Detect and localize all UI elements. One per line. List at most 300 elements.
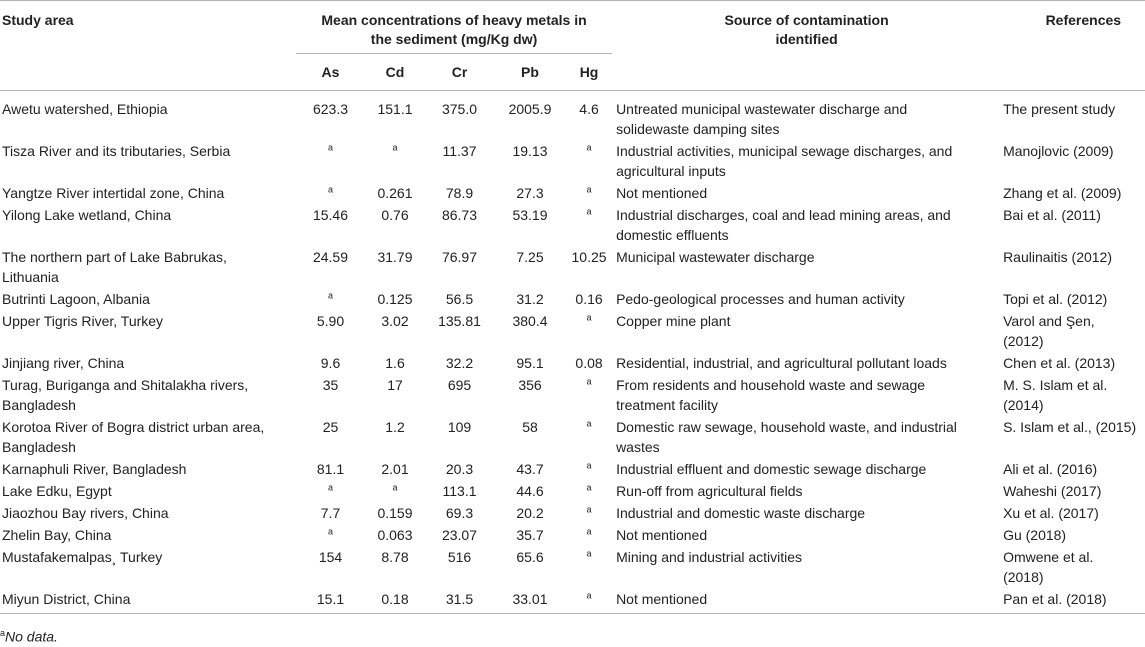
value-hg: 4.6 [579, 101, 599, 117]
cell-hg [566, 415, 612, 457]
reference-text: Pan et al. (2018) [1003, 591, 1107, 607]
value-cd: 0.159 [377, 505, 413, 521]
cell-cr [425, 587, 494, 614]
cell-source [612, 245, 1001, 287]
cell-cd [365, 351, 425, 373]
cell-as [296, 203, 365, 245]
cell-source [612, 501, 1001, 523]
cell-as [296, 523, 365, 545]
reference-text: Chen et al. (2013) [1003, 355, 1116, 371]
cell-reference [1001, 351, 1145, 373]
cell-hg [566, 373, 612, 415]
reference-text: Ali et al. (2016) [1003, 461, 1098, 477]
cell-source [612, 181, 1001, 203]
cell-cr [425, 91, 494, 140]
value-pb: 356 [518, 377, 542, 393]
cell-hg [566, 245, 612, 287]
source-text: treatment facility [616, 397, 718, 413]
table-row [0, 139, 1145, 181]
study-area-text: Bangladesh [2, 439, 76, 455]
value-pb: 53.19 [512, 207, 548, 223]
value-cr: 20.3 [445, 461, 474, 477]
value-cd: 0.063 [377, 527, 413, 543]
cell-cr [425, 203, 494, 245]
cell-reference [1001, 523, 1145, 545]
value-as: 5.90 [316, 313, 345, 329]
cell-cd [365, 415, 425, 457]
study-area-text: Zhelin Bay, China [2, 527, 112, 543]
cell-pb [494, 457, 566, 479]
reference-text: Manojlovic (2009) [1003, 143, 1114, 159]
cell-cd [365, 523, 425, 545]
study-area-text: Jinjiang river, China [2, 355, 125, 371]
cell-pb [494, 351, 566, 373]
cell-pb [494, 245, 566, 287]
no-data-marker: a [392, 482, 398, 493]
table-row [0, 351, 1145, 373]
study-area-text: Jiaozhou Bay rivers, China [2, 505, 169, 521]
cell-source [612, 351, 1001, 373]
cell-hg [566, 545, 612, 587]
value-cr: 56.5 [445, 291, 474, 307]
study-area-text: Turag, Buriganga and Shitalakha rivers, [2, 377, 249, 393]
value-cr: 135.81 [438, 313, 481, 329]
reference-text: (2018) [1003, 569, 1044, 585]
source-text: Domestic raw sewage, household waste, and industrial [616, 419, 957, 435]
cell-hg [566, 203, 612, 245]
source-text: Municipal wastewater discharge [616, 249, 815, 265]
no-data-marker: a [586, 312, 592, 323]
table-row [0, 309, 1145, 351]
cell-cr [425, 287, 494, 309]
cell-reference [1001, 287, 1145, 309]
no-data-marker: a [586, 184, 592, 195]
cell-source [612, 91, 1001, 140]
cell-source [612, 523, 1001, 545]
study-area-text: Yangtze River intertidal zone, China [2, 185, 225, 201]
source-text: From residents and household waste and sewage [616, 377, 926, 393]
value-cd: 0.76 [381, 207, 409, 223]
cell-hg [566, 457, 612, 479]
reference-text: Xu et al. (2017) [1003, 505, 1099, 521]
value-cd: 2.01 [381, 461, 409, 477]
value-cr: 113.1 [442, 483, 477, 499]
cell-reference [1001, 181, 1145, 203]
reference-text: The present study [1003, 101, 1116, 117]
source-text: solidewaste damping sites [616, 121, 780, 137]
cell-cd [365, 181, 425, 203]
cell-source [612, 373, 1001, 415]
value-as: 7.7 [320, 505, 341, 521]
cell-source [612, 415, 1001, 457]
value-pb: 44.6 [516, 483, 544, 499]
cell-reference [1001, 203, 1145, 245]
value-cd: 0.18 [381, 591, 409, 607]
cell-as [296, 245, 365, 287]
cell-cr [425, 501, 494, 523]
value-cd: 1.2 [385, 419, 405, 435]
header-metal-hg: Hg [566, 54, 612, 91]
cell-hg [566, 287, 612, 309]
reference-text: (2014) [1003, 397, 1044, 413]
value-pb: 380.4 [512, 313, 548, 329]
cell-source [612, 203, 1001, 245]
source-text: Not mentioned [616, 185, 708, 201]
value-pb: 7.25 [516, 249, 544, 265]
header-mean-line2: the sediment (mg/Kg dw) [370, 31, 538, 47]
cell-cd [365, 373, 425, 415]
table-footnote [0, 624, 58, 646]
reference-text: Waheshi (2017) [1003, 483, 1102, 499]
cell-reference [1001, 309, 1145, 351]
study-area-text: Yilong Lake wetland, China [2, 207, 172, 223]
cell-study-area [0, 479, 296, 501]
source-text: wastes [616, 439, 660, 455]
cell-study-area [0, 501, 296, 523]
cell-study-area [0, 139, 296, 181]
cell-study-area [0, 203, 296, 245]
no-data-marker: a [586, 590, 592, 601]
no-data-marker: a [586, 548, 592, 559]
cell-cr [425, 479, 494, 501]
cell-pb [494, 523, 566, 545]
reference-text: Zhang et al. (2009) [1003, 185, 1122, 201]
table-row [0, 287, 1145, 309]
reference-text: (2012) [1003, 333, 1044, 349]
reference-text: Varol and Şen, [1003, 313, 1095, 329]
no-data-marker: a [327, 526, 333, 537]
value-hg: 10.25 [571, 249, 607, 265]
source-text: Industrial effluent and domestic sewage discharge [616, 461, 927, 477]
value-cr: 11.37 [442, 143, 477, 159]
source-text: Mining and industrial activities [616, 549, 803, 565]
source-text: Not mentioned [616, 527, 708, 543]
value-cr: 76.97 [441, 249, 478, 265]
table-row [0, 415, 1145, 457]
cell-source [612, 287, 1001, 309]
value-hg: 0.08 [575, 355, 603, 371]
cell-cd [365, 91, 425, 140]
source-text: Run-off from agricultural fields [616, 483, 803, 499]
cell-as [296, 181, 365, 203]
source-text: Residential, industrial, and agricultural pollutant loads [616, 355, 947, 371]
no-data-marker: a [327, 290, 333, 301]
cell-cr [425, 545, 494, 587]
study-area-text: Butrinti Lagoon, Albania [2, 291, 150, 307]
cell-cd [365, 309, 425, 351]
cell-pb [494, 415, 566, 457]
reference-text: S. Islam et al., (2015) [1003, 419, 1137, 435]
value-cr: 695 [447, 377, 472, 393]
value-cd: 0.125 [377, 291, 413, 307]
study-area-text: Lithuania [2, 269, 59, 285]
cell-as [296, 309, 365, 351]
cell-hg [566, 523, 612, 545]
cell-reference [1001, 373, 1145, 415]
cell-study-area [0, 287, 296, 309]
header-mean-line1: Mean concentrations of heavy metals in [321, 12, 587, 28]
cell-study-area [0, 373, 296, 415]
cell-pb [494, 309, 566, 351]
study-area-text: Awetu watershed, Ethiopia [2, 101, 168, 117]
cell-hg [566, 91, 612, 140]
header-blank [612, 54, 1001, 91]
source-text: Copper mine plant [616, 313, 731, 329]
table-row [0, 203, 1145, 245]
cell-cd [365, 245, 425, 287]
cell-reference [1001, 415, 1145, 457]
header-references: References [1001, 1, 1145, 54]
cell-as [296, 457, 365, 479]
value-cd: 1.6 [385, 355, 405, 371]
value-cr: 86.73 [441, 207, 478, 223]
value-cd: 31.79 [377, 249, 413, 265]
value-cr: 31.5 [445, 591, 474, 607]
table-row [0, 245, 1145, 287]
cell-cd [365, 287, 425, 309]
value-pb: 19.13 [512, 143, 548, 159]
cell-as [296, 545, 365, 587]
value-cd: 8.78 [381, 549, 409, 565]
table-row [0, 523, 1145, 545]
value-cr: 78.9 [445, 185, 474, 201]
cell-study-area [0, 309, 296, 351]
cell-reference [1001, 139, 1145, 181]
no-data-marker: a [392, 142, 398, 153]
header-blank [0, 54, 296, 91]
cell-cd [365, 587, 425, 614]
value-as: 9.6 [320, 355, 341, 371]
cell-study-area [0, 587, 296, 614]
header-source-line2: identified [775, 31, 838, 47]
cell-pb [494, 373, 566, 415]
value-pb: 2005.9 [508, 101, 552, 117]
table-body [0, 91, 1145, 614]
cell-reference [1001, 91, 1145, 140]
source-text: Not mentioned [616, 591, 708, 607]
no-data-marker: a [327, 142, 333, 153]
cell-reference [1001, 587, 1145, 614]
value-as: 15.1 [316, 591, 345, 607]
header-source-line1: Source of contamination [724, 12, 889, 28]
source-text: Industrial activities, municipal sewage discharges, and [616, 143, 953, 159]
cell-cr [425, 523, 494, 545]
no-data-marker: a [586, 460, 592, 471]
cell-hg [566, 587, 612, 614]
study-area-text: The northern part of Lake Babrukas, [2, 249, 227, 265]
cell-pb [494, 203, 566, 245]
cell-pb [494, 287, 566, 309]
value-pb: 31.2 [516, 291, 544, 307]
no-data-marker: a [586, 504, 592, 515]
cell-study-area [0, 91, 296, 140]
cell-cr [425, 181, 494, 203]
header-metal-as: As [296, 54, 365, 91]
cell-reference [1001, 479, 1145, 501]
header-metal-pb: Pb [494, 54, 566, 91]
cell-cr [425, 457, 494, 479]
value-cr: 109 [447, 419, 472, 435]
cell-study-area [0, 545, 296, 587]
source-text: Industrial discharges, coal and lead mining areas, and [616, 207, 951, 223]
table-row [0, 545, 1145, 587]
cell-study-area [0, 415, 296, 457]
value-pb: 35.7 [516, 527, 544, 543]
reference-text: Omwene et al. [1003, 549, 1094, 565]
value-cd: 3.02 [381, 313, 409, 329]
value-cd: 151.1 [377, 101, 413, 117]
cell-reference [1001, 501, 1145, 523]
value-as: 623.3 [312, 101, 349, 117]
cell-as [296, 139, 365, 181]
value-as: 24.59 [312, 249, 349, 265]
cell-as [296, 351, 365, 373]
cell-study-area [0, 181, 296, 203]
study-area-text: Lake Edku, Egypt [2, 483, 112, 499]
reference-text: M. S. Islam et al. [1003, 377, 1108, 393]
cell-as [296, 479, 365, 501]
cell-hg [566, 181, 612, 203]
value-hg: 0.16 [575, 291, 603, 307]
cell-source [612, 457, 1001, 479]
reference-text: Raulinaitis (2012) [1003, 249, 1113, 265]
cell-source [612, 587, 1001, 614]
no-data-marker: a [586, 482, 592, 493]
study-area-text: Tisza River and its tributaries, Serbia [2, 143, 231, 159]
no-data-marker: a [586, 142, 592, 153]
header-metal-cd: Cd [365, 54, 425, 91]
reference-text: Topi et al. (2012) [1003, 291, 1108, 307]
value-cd: 17 [387, 377, 403, 393]
source-text: Industrial and domestic waste discharge [616, 505, 866, 521]
cell-cr [425, 415, 494, 457]
value-cr: 69.3 [445, 505, 474, 521]
header-mean-concentrations [296, 1, 612, 54]
cell-hg [566, 351, 612, 373]
table-row [0, 181, 1145, 203]
value-pb: 20.2 [516, 505, 544, 521]
cell-source [612, 309, 1001, 351]
cell-as [296, 501, 365, 523]
cell-as [296, 287, 365, 309]
reference-text: Bai et al. (2011) [1003, 207, 1101, 223]
value-pb: 27.3 [516, 185, 544, 201]
reference-text: Gu (2018) [1003, 527, 1067, 543]
value-as: 81.1 [316, 461, 345, 477]
cell-cr [425, 309, 494, 351]
cell-as [296, 415, 365, 457]
source-text: Pedo-geological processes and human activity [616, 291, 905, 307]
cell-cr [425, 351, 494, 373]
cell-cr [425, 245, 494, 287]
cell-cr [425, 139, 494, 181]
value-as: 154 [318, 549, 343, 565]
header-source [612, 1, 1001, 54]
source-text: domestic effluents [616, 227, 729, 243]
no-data-marker: a [586, 418, 592, 429]
cell-pb [494, 479, 566, 501]
study-area-text: Bangladesh [2, 397, 76, 413]
cell-reference [1001, 545, 1145, 587]
value-pb: 33.01 [512, 591, 548, 607]
value-pb: 58 [522, 419, 538, 435]
cell-hg [566, 479, 612, 501]
cell-source [612, 139, 1001, 181]
cell-source [612, 479, 1001, 501]
cell-as [296, 587, 365, 614]
cell-study-area [0, 351, 296, 373]
cell-pb [494, 545, 566, 587]
cell-cd [365, 545, 425, 587]
study-area-text: Mustafakemalpas¸ Turkey [2, 549, 163, 565]
cell-source [612, 545, 1001, 587]
value-cr: 375.0 [441, 101, 478, 117]
cell-as [296, 91, 365, 140]
no-data-marker: a [327, 184, 333, 195]
value-as: 15.46 [312, 207, 349, 223]
cell-pb [494, 91, 566, 140]
cell-study-area [0, 245, 296, 287]
cell-cd [365, 457, 425, 479]
value-cr: 23.07 [441, 527, 478, 543]
cell-pb [494, 181, 566, 203]
cell-reference [1001, 457, 1145, 479]
value-cd: 0.261 [377, 185, 413, 201]
study-area-text: Miyun District, China [2, 591, 131, 607]
table-row [0, 457, 1145, 479]
cell-hg [566, 501, 612, 523]
study-area-text: Korotoa River of Bogra district urban area, [2, 419, 265, 435]
cell-study-area [0, 523, 296, 545]
header-study-area: Study area [0, 1, 296, 54]
header-metal-cr: Cr [425, 54, 494, 91]
no-data-marker: a [586, 526, 592, 537]
table-header [0, 1, 1145, 91]
value-as: 25 [322, 419, 339, 435]
cell-cr [425, 373, 494, 415]
cell-pb [494, 139, 566, 181]
cell-cd [365, 501, 425, 523]
value-cr: 32.2 [445, 355, 474, 371]
cell-pb [494, 501, 566, 523]
study-area-text: Upper Tigris River, Turkey [2, 313, 164, 329]
table-row [0, 501, 1145, 523]
table-row [0, 479, 1145, 501]
table-row [0, 373, 1145, 415]
no-data-marker: a [327, 482, 333, 493]
cell-reference [1001, 245, 1145, 287]
value-cr: 516 [447, 549, 472, 565]
source-text: Untreated municipal wastewater discharge and [616, 101, 908, 117]
cell-study-area [0, 457, 296, 479]
footnote-marker: a [0, 628, 6, 638]
cell-cd [365, 139, 425, 181]
value-pb: 95.1 [516, 355, 544, 371]
table-row [0, 91, 1145, 140]
header-blank [1001, 54, 1145, 91]
cell-pb [494, 587, 566, 614]
cell-cd [365, 479, 425, 501]
value-pb: 65.6 [516, 549, 544, 565]
study-area-text: Karnaphuli River, Bangladesh [2, 461, 187, 477]
cell-cd [365, 203, 425, 245]
cell-hg [566, 309, 612, 351]
value-as: 35 [322, 377, 339, 393]
footnote-text: No data. [5, 628, 58, 645]
table-row [0, 587, 1145, 614]
cell-as [296, 373, 365, 415]
no-data-marker: a [586, 376, 592, 387]
